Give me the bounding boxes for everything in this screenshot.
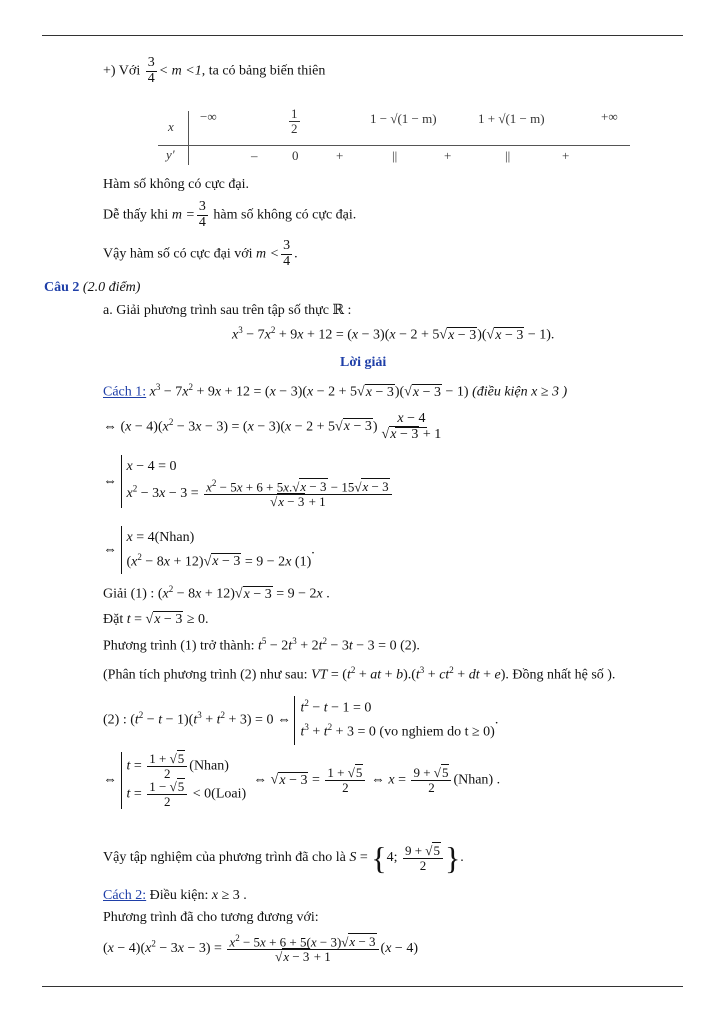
top-rule (42, 35, 683, 36)
easy-see-line: Dễ thấy khi m = $\frac{3}{4}$ hàm số không có cực đại. (103, 199, 357, 230)
conclude-line: Vậy hàm số có cực đại với m < $\frac{3}{4}$ . (103, 238, 298, 269)
solution-set: Vậy tập nghiệm của phương trình đã cho là S = {4; $\frac{9 + √5}{2}$ }. (103, 840, 464, 876)
var-table-sign-1: 0 (292, 148, 299, 163)
factor-analysis: (Phân tích phương trình (2) như sau: VT = ($t^2$ + at + $b).(t^3 + ct^2$ + dt + e). Đồng nhất hệ số ). (103, 665, 616, 683)
substitution-line: Đặt t = √x − 3 ≥ 0. (103, 612, 209, 627)
method-1-line: Cách 1: $x^3 - 7x^2 + 9x + 12 = (x - 3)(x - 2 + 5√x - 3)(√x - 3 - 1)$ (điều kiện x ≥ 3 ) (103, 382, 568, 400)
var-table-x1: 1 2 (291, 106, 298, 136)
method-1-label: Cách 1: (103, 384, 147, 400)
step-system-2: ⇔ x = 4(Nhan) $(x^2 - 8x + 12)√x - 3 = 9 - 2x$ (1) . (103, 526, 315, 574)
var-table-sign-0: – (251, 148, 258, 163)
method-2-line: Cách 2: Điều kiện: x ≥ 3 . (103, 888, 247, 903)
factored-eq-2: (2) : $(t^2 - t - 1)(t^3 + t^2 + 3) = 0$ ⇔ $t^2 - t - 1 = 0$ $t^3 + t^2 + 3 = 0$ (vo nghiem do t ≥ 0) . (103, 696, 498, 745)
var-table-x3: 1 + √(1 − m) (478, 111, 545, 126)
var-table-sign-4: + (444, 148, 452, 163)
method-2-label: Cách 2: (103, 888, 147, 903)
var-table-sign-5: || (505, 148, 511, 163)
method-1-condition: (điều kiện x ≥ 3 ) (472, 384, 568, 400)
var-table-x4: +∞ (601, 109, 618, 124)
solve-eq-1: Giải (1) : $(x^2 - 8x + 12)√x - 3 = 9 - 2x$ . (103, 584, 330, 602)
question-2-label: Câu 2 (44, 280, 80, 295)
equation-becomes: Phương trình (1) trở thành: $t^5 - 2t^3 + 2t^2 - 3t - 3 = 0$ (2). (103, 636, 420, 654)
roots-system: ⇔ t = $\frac{1 + √5}{2}$ (Nhan) t = $\frac{1 - √5}{2}$ < 0(Loai) ⇔ √x − 3 = $\frac{1 + √5}{2}$ ⇔ x = $\frac{9 + √5}{2}$ (Nhan) . (103, 751, 501, 809)
method-2-text: Phương trình đã cho tương đương với: (103, 910, 319, 925)
var-table-sign-2: + (336, 148, 344, 163)
method-2-equation: $(x - 4)(x^2 - 3x - 3)$ = $\frac{x^2 - 5x + 6 + 5(x - 3)√x - 3}{√x - 3 + 1}$ (x − 4) (103, 933, 418, 964)
step-equiv-1: ⇔ $(x - 4)(x^2 - 3x - 3) = (x - 3)(x - 2 + 5√x - 3)$ $\frac{x - 4}{√x - 3 + 1}$ (103, 411, 442, 442)
var-table-x2: 1 − √(1 − m) (370, 111, 437, 126)
question-2-header (44, 280, 140, 296)
var-table-sign-3: || (392, 148, 398, 163)
intro-fraction: $\frac{3}{4}$ (147, 55, 155, 86)
no-max-line: Hàm số không có cực đại. (103, 177, 249, 192)
solution-title: Lời giải (340, 355, 387, 370)
bottom-rule (42, 986, 683, 987)
intro-prefix: +) Với (103, 63, 141, 79)
intro-suffix: , ta có bảng biến thiên (201, 63, 326, 79)
main-equation: $x^3 - 7x^2 + 9x + 12 = (x - 3)(x - 2 + 5√x - 3)(√x - 3 - 1)$. (232, 325, 555, 343)
var-table-x-label: x (168, 119, 174, 134)
intro-line (103, 56, 325, 86)
part-a-text: a. Giải phương trình sau trên tập số thực ℝ : (103, 303, 352, 318)
step-system-1: ⇔ x − 4 = 0 $x^2 - 3x - 3$ = $\frac{x^2 - 5x + 6 + 5x.√x - 3 - 15√x - 3}{√x - 3 + 1}$ (103, 455, 394, 508)
var-table-y-label: y' (166, 147, 175, 162)
var-table-x0: −∞ (200, 109, 217, 124)
variation-table (158, 103, 630, 165)
intro-cond: < m <1 (158, 63, 202, 79)
question-2-points: (2.0 điểm) (82, 280, 141, 295)
var-table-sign-6: + (562, 148, 570, 163)
